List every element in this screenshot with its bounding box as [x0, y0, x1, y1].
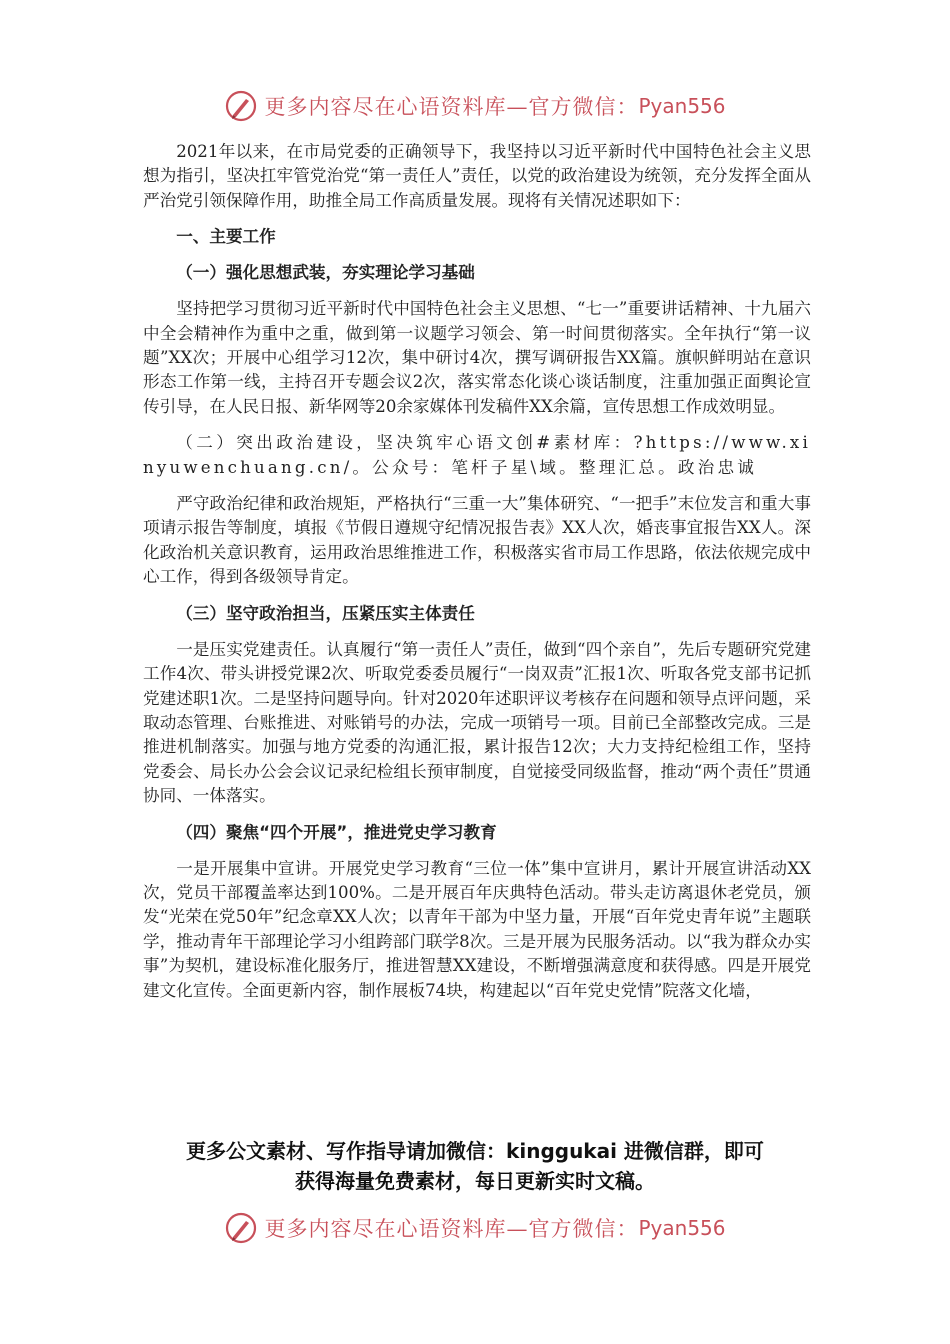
promo-line-1: 更多公文素材、写作指导请加微信：kinggukai 进微信群，即可 — [186, 1139, 764, 1163]
pen-logo-icon — [224, 1211, 258, 1245]
header-watermark-banner — [0, 86, 950, 126]
subheading-2: （二）突出政治建设，坚决筑牢心语文创#素材库：?https://www.xinyuwenchuang.cn/。公众号：笔杆子星\域。整理汇总。政治忠诚 — [143, 433, 811, 477]
subsection-3-paragraph: 一是压实党建责任。认真履行“第一责任人”责任，做到“四个亲自”，先后专题研究党建工作4次、带头讲授党课2次、听取党委委员履行“一岗双责”汇报1次、听取各党支部书记抓党建述职1次。二是坚持问题导向。针对2020年述职评议考核存在问题和领导点评问题，采取动态管理、台账推进、对账销号的办法，完成一项销号一项。目前已全部整改完成。三是推进机制落实。加强与地方党委的沟通汇报，累计报告12次；大力支持纪检组工作，坚持党委会、局长办公会会议记录纪检组长预审制度，自觉接受同级监督，推动“两个责任”贯通协同、一体落实。 — [143, 639, 811, 806]
promo-notice — [0, 1136, 950, 1196]
subheading-3: （三）坚守政治担当，压紧压实主体责任 — [176, 603, 475, 623]
header-banner-wechat-id: Pyan556 — [638, 94, 726, 118]
subheading-1: （一）强化思想武装，夯实理论学习基础 — [176, 263, 475, 283]
subheading-4: （四）聚焦“四个开展”，推进党史学习教育 — [176, 822, 497, 842]
pen-logo-icon — [224, 89, 258, 123]
intro-paragraph: 2021年以来，在市局党委的正确领导下，我坚持以习近平新时代中国特色社会主义思想为指引，坚决扛牢管党治党“第一责任人”责任，以党的政治建设为统领，充分发挥全面从严治党引领保障作用，助推全局工作高质量发展。现将有关情况述职如下： — [143, 142, 811, 210]
footer-banner-text: 更多内容尽在心语资料库—官方微信： — [264, 1217, 639, 1241]
footer-watermark-banner — [0, 1208, 950, 1248]
subsection-2-paragraph: 严守政治纪律和政治规矩，严格执行“三重一大”集体研究、“一把手”末位发言和重大事项请示报告等制度，填报《节假日遵规守纪情况报告表》XX人次，婚丧事宜报告XX人。深化政治机关意识教育，运用政治思维推进工作，积极落实省市局工作思路，依法依规完成中心工作，得到各级领导肯定。 — [143, 494, 811, 587]
promo-line-2: 获得海量免费素材，每日更新实时文稿。 — [295, 1169, 655, 1193]
footer-banner-wechat-id: Pyan556 — [638, 1216, 726, 1240]
document-body — [143, 140, 811, 1015]
subsection-4-paragraph: 一是开展集中宣讲。开展党史学习教育“三位一体”集中宣讲月，累计开展宣讲活动XX次，党员干部覆盖率达到100%。二是开展百年庆典特色活动。带头走访离退休老党员，颁发“光荣在党50年”纪念章XX人次；以青年干部为中坚力量，开展“百年党史青年说”主题联学，推动青年干部理论学习小组跨部门联学8次。三是开展为民服务活动。以“我为群众办实事”为契机，建设标准化服务厅，推进智慧XX建设，不断增强满意度和获得感。四是开展党建文化宣传。全面更新内容，制作展板74块，构建起以“百年党史党情”院落文化墙， — [143, 858, 811, 1000]
header-banner-text: 更多内容尽在心语资料库—官方微信： — [264, 95, 639, 119]
subsection-1-paragraph: 坚持把学习贯彻习近平新时代中国特色社会主义思想、“七一”重要讲话精神、十九届六中全会精神作为重中之重，做到第一议题学习领会、第一时间贯彻落实。全年执行“第一议题”XX次；开展中心组学习12次，集中研讨4次，撰写调研报告XX篇。旗帜鲜明站在意识形态工作第一线，主持召开专题会议2次，落实常态化谈心谈话制度，注重加强正面舆论宣传引导，在人民日报、新华网等20余家媒体刊发稿件XX余篇，宣传思想工作成效明显。 — [143, 299, 811, 416]
section-heading-main-work: 一、主要工作 — [176, 227, 276, 247]
